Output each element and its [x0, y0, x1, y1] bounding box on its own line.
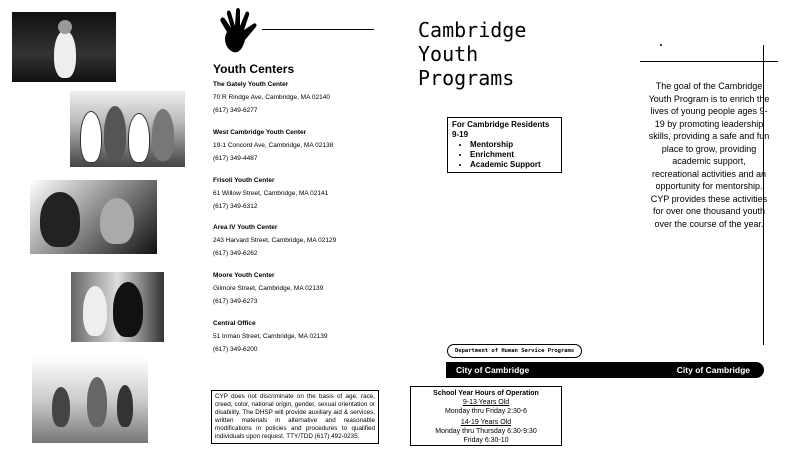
youth-centers-title: Youth Centers — [213, 62, 295, 76]
center-address: 70 R Rindge Ave, Cambridge, MA 02140 — [213, 94, 330, 101]
title-line-1: Cambridge — [418, 18, 527, 42]
center-address: 243 Harvard Street, Cambridge, MA 02129 — [213, 237, 337, 244]
center-phone: (617) 349-6262 — [213, 250, 258, 257]
center-name: Central Office — [213, 320, 256, 327]
center-name: Area IV Youth Center — [213, 224, 278, 231]
center-name: West Cambridge Youth Center — [213, 129, 307, 136]
hours-title: School Year Hours of Operation — [433, 390, 539, 397]
goal-statement: The goal of the Cambridge Youth Program is to enrich the lives of young people ages 9-19 by promoting leadership skills, providing a safe and fun place to grow, providing academic support, recreational activities and an opportunity for mentorship. CYP provides these activities for over one thousand youth over the course of the year. — [648, 81, 770, 229]
age-group-2-times: Monday thru Thursday 6:30-9:30 — [435, 428, 537, 436]
center-phone: (617) 349-6200 — [213, 346, 258, 353]
goal-top-rule — [640, 61, 778, 62]
center-name: Moore Youth Center — [213, 272, 275, 279]
center-address: 51 Inman Street, Cambridge, MA 02139 — [213, 333, 328, 340]
photo-kids — [71, 272, 164, 342]
center-name: Frisoli Youth Center — [213, 177, 275, 184]
center-phone: (617) 349-6277 — [213, 107, 258, 114]
center-address: 61 Willow Street, Cambridge, MA 02141 — [213, 190, 329, 197]
list-item: • Mentorship — [470, 140, 557, 150]
title-line-2: Youth — [418, 42, 479, 66]
department-label: Department of Human Service Programs — [447, 344, 582, 358]
list-item: • Academic Support — [470, 160, 557, 170]
age-group-2: 14-19 Years Old — [460, 419, 512, 427]
center-name: The Gately Youth Center — [213, 81, 289, 88]
center-phone: (617) 349-6273 — [213, 298, 258, 305]
age-group-1: 9-13 Years Old — [462, 398, 510, 406]
title-line-3: Programs — [418, 66, 515, 90]
center-central-office — [213, 317, 403, 356]
center-moore — [213, 269, 403, 308]
residents-box — [447, 117, 562, 173]
center-west-cambridge — [213, 126, 403, 165]
speck — [660, 44, 662, 46]
center-address: Gilmore Street, Cambridge, MA 02139 — [213, 285, 324, 292]
nondiscrimination-notice: CYP does not discriminate on the basis of age, race, creed, color, national origin, gender, sexual orientation or disability. The DHSP will provide auxiliary aid & services, written materials in alternative and reasonable modifications in policies and procedures to qualified individuals upon request. TTY/TDD (617) 492-0235. — [211, 390, 379, 444]
age-group-1-times: Monday thru Friday 2:30-6 — [444, 407, 528, 415]
program-list — [452, 140, 557, 170]
photo-group — [70, 91, 185, 167]
center-gately — [213, 78, 403, 117]
photo-outdoor — [32, 357, 148, 443]
center-address: 19-1 Concord Ave, Cambridge, MA 02138 — [213, 142, 334, 149]
hours-box — [410, 386, 562, 446]
center-phone: (617) 349-4487 — [213, 155, 258, 162]
center-frisoli — [213, 174, 403, 213]
city-bar-right: City of Cambridge — [676, 365, 750, 375]
center-area-iv — [213, 221, 403, 260]
handprint-logo — [215, 8, 267, 56]
photo-students — [30, 180, 157, 254]
list-item: • Enrichment — [470, 150, 557, 160]
city-bar — [446, 362, 764, 378]
residents-heading: For Cambridge Residents 9-19 — [452, 120, 550, 139]
photo-speaker — [12, 12, 116, 82]
header-rule — [262, 29, 374, 30]
age-group-2-friday: Friday 6:30-10 — [463, 436, 509, 444]
center-phone: (617) 349-6312 — [213, 203, 258, 210]
city-bar-left: City of Cambridge — [456, 365, 530, 375]
brochure-title — [418, 18, 526, 90]
